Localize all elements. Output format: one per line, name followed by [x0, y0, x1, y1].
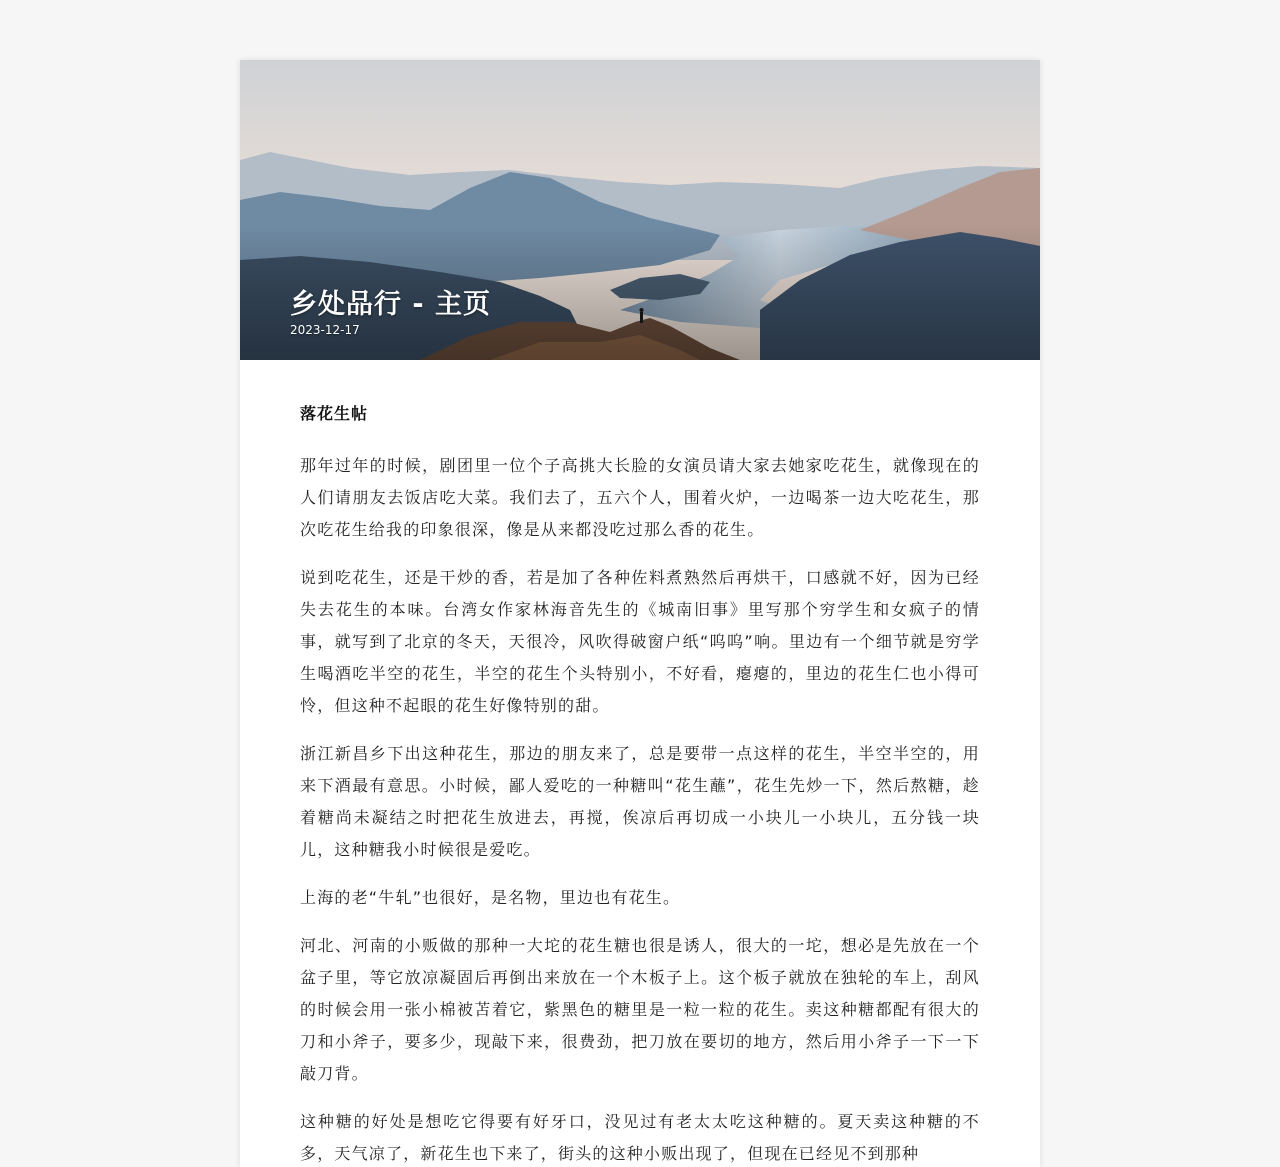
article-body: [240, 360, 1040, 1167]
page-title: 乡处品行 - 主页: [290, 289, 492, 320]
paragraph: 上海的老“牛轧”也很好，是名物，里边也有花生。: [300, 888, 681, 907]
post-date: 2023-12-17: [290, 323, 360, 337]
paragraph: 浙江新昌乡下出这种花生，那边的朋友来了，总是要带一点这样的花生，半空半空的，用来下酒最有意思。小时候，鄙人爱吃的一种糖叫“花生蘸”，花生先炒一下，然后熬糖，趁着糖尚未凝结之时把花生放进去，再搅，俟凉后再切成一小块儿一小块儿，五分钱一块儿，这种糖我小时候很是爱吃。: [300, 744, 980, 859]
paragraph: 说到吃花生，还是干炒的香，若是加了各种佐料煮熟然后再烘干，口感就不好，因为已经失去花生的本味。台湾女作家林海音先生的《城南旧事》里写那个穷学生和女疯子的情事，就写到了北京的冬天，天很冷，风吹得破窗户纸“呜呜”响。里边有一个细节就是穷学生喝酒吃半空的花生，半空的花生个头特别小，不好看，瘪瘪的，里边的花生仁也小得可怜，但这种不起眼的花生好像特别的甜。: [300, 568, 980, 715]
paragraph: 这种糖的好处是想吃它得要有好牙口，没见过有老太太吃这种糖的。夏天卖这种糖的不多，天气凉了，新花生也下来了，街头的这种小贩出现了，但现在已经见不到那种: [300, 1112, 980, 1163]
article-card: [240, 60, 1040, 1167]
paragraph: 那年过年的时候，剧团里一位个子高挑大长脸的女演员请大家去她家吃花生，就像现在的人们请朋友去饭店吃大菜。我们去了，五六个人，围着火炉，一边喝茶一边大吃花生，那次吃花生给我的印象很深，像是从来都没吃过那么香的花生。: [300, 456, 980, 539]
paragraph: 河北、河南的小贩做的那种一大坨的花生糖也很是诱人，很大的一坨，想必是先放在一个盆子里，等它放凉凝固后再倒出来放在一个木板子上。这个板子就放在独轮的车上，刮风的时候会用一张小棉被苫着它，紫黑色的糖里是一粒一粒的花生。卖这种糖都配有很大的刀和小斧子，要多少，现敲下来，很费劲，把刀放在要切的地方，然后用小斧子一下一下敲刀背。: [300, 936, 980, 1083]
hero-banner: [240, 60, 1040, 360]
post-title: 落花生帖: [300, 404, 369, 423]
